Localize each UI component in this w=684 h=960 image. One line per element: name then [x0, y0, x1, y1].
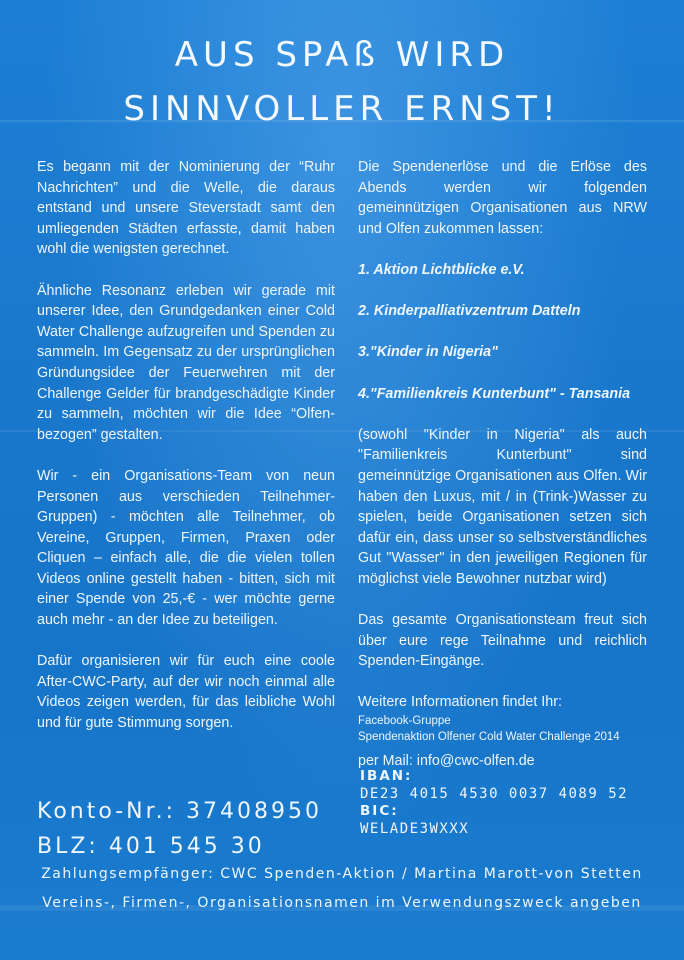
- facebook-group-label: Facebook-Gruppe: [358, 715, 451, 728]
- bank-code: BLZ: 401 545 30: [37, 834, 265, 859]
- account-number: Konto-Nr.: 37408950: [37, 799, 323, 824]
- bank-details: [360, 768, 628, 838]
- paragraph-nomination: Es begann mit der Nominierung der “Ruhr Nachrichten” und die Welle, die daraus entstand und unsere Steverstadt samt den umliegenden Städten erfasste, damit haben wohl die wenigsten gerechnet.: [37, 159, 335, 258]
- paragraph-resonance: Ähnliche Resonanz erleben wir gerade mit unserer Idee, den Grundgedanken einer Cold Water Challenge aufzugreifen und Spenden zu sammeln. Im Gegensatz zu der ursprünglichen Gründungsidee der Feuerwehren mit der Challenge Gelder für brandgeschädigte Kinder zu sammeln, möchten wir die Idee “Olfen-bezogen” gestalten.: [37, 282, 335, 443]
- organization-list: [358, 260, 647, 404]
- payment-purpose-note: Vereins-, Firmen-, Organisationsnamen im Verwendungszweck angeben: [42, 895, 642, 911]
- info-block: [358, 692, 647, 771]
- list-item: 4."Familienkreis Kunterbunt" - Tansania: [358, 385, 631, 402]
- facebook-group-name: Spendenaktion Olfener Cold Water Challenge 2014: [358, 731, 620, 744]
- paragraph-party: Dafür organisieren wir für euch eine coole After-CWC-Party, auf der wir noch einmal alle Videos zeigen werden, für das leibliche Wohl und für gute Stimmung sorgen.: [37, 653, 335, 732]
- iban-label: IBAN:: [360, 768, 413, 784]
- list-item: 3."Kinder in Nigeria": [358, 344, 498, 361]
- paragraph-thanks: Das gesamte Organisationsteam freut sich über eure rege Teilnahme und reichlich Spenden-Eingänge.: [358, 612, 647, 670]
- payment-recipient: Zahlungsempfänger: CWC Spenden-Aktion / Martina Marott-von Stetten: [41, 866, 643, 882]
- left-column: [37, 157, 335, 754]
- info-heading: Weitere Informationen findet Ihr:: [358, 694, 562, 711]
- paragraph-donations: Die Spendenerlöse und die Erlöse des Abends werden wir folgenden gemeinnützigen Organisationen aus NRW und Olfen zukommen lassen:: [358, 159, 647, 237]
- title-line-2: SINNVOLLER ERNST!: [123, 89, 561, 129]
- paragraph-organizations-note: (sowohl "Kinder in Nigeria" als auch "Familienkreis Kunterbunt" sind gemeinnützige Organisationen aus Olfen. Wir haben den Luxus, mit / in (Trink-)Wasser zu spielen, beide Organisationen setzen sich dafür ein, dass unser so selbstverständliches Gut "Wasser" in den jeweiligen Regionen für möglichst viele Bewohner nutzbar wird): [358, 426, 647, 587]
- page-title: [0, 32, 684, 132]
- title-line-1: AUS SPAß WIRD: [174, 35, 510, 75]
- iban-value: DE23 4015 4530 0037 4089 52: [360, 785, 629, 802]
- bic-label: BIC:: [360, 803, 399, 819]
- contact-email[interactable]: per Mail: info@cwc-olfen.de: [358, 753, 535, 770]
- list-item: 1. Aktion Lichtblicke e.V.: [358, 261, 525, 278]
- bic-value: WELADE3WXXX: [360, 820, 470, 837]
- list-item: 2. Kinderpalliativzentrum Datteln: [358, 303, 581, 320]
- right-column: [358, 157, 647, 772]
- paragraph-team: Wir - ein Organisations-Team von neun Personen aus verschieden Teilnehmer-Gruppen) - möchten alle Teilnehmer, ob Vereine, Gruppen, Firmen, Praxen oder Cliquen – einfach alle, die die vielen tollen Videos online gestellt haben - bitten, sich mit einer Spende von 25,-€ - wer möchte gerne auch mehr - an der Idee zu beteiligen.: [37, 467, 335, 629]
